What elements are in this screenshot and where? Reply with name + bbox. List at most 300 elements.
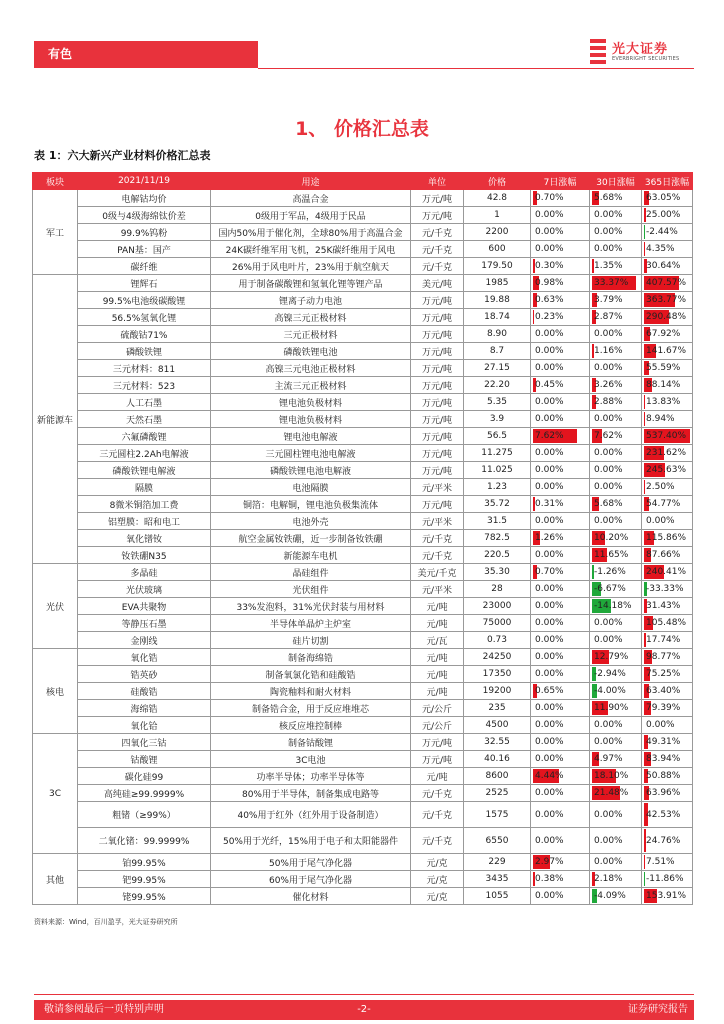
change-365d-cell (642, 700, 693, 717)
item-name-cell: 钴酸锂 (78, 751, 211, 768)
usage-cell: 电池隔膜 (211, 479, 411, 496)
change-value: 0.70% (535, 193, 564, 203)
change-365d-cell (642, 479, 693, 496)
unit-cell: 元/千克 (411, 547, 464, 564)
usage-cell: 80%用于半导体，制备集成电路等 (211, 785, 411, 802)
item-name-cell: EVA共聚物 (78, 598, 211, 615)
change-value: 0.23% (535, 312, 564, 322)
change-value: 0.65% (535, 686, 564, 696)
col-header-sector: 板块 (33, 173, 78, 190)
change-value: 0.00% (535, 227, 564, 237)
change-value: -6.67% (594, 584, 626, 594)
change-value: 54.77% (646, 499, 681, 509)
change-value: 0.38% (535, 874, 564, 884)
price-cell: 782.5 (464, 530, 531, 547)
change-365d-cell (642, 530, 693, 547)
change-value: 0.00% (535, 414, 564, 424)
change-value: 0.00% (535, 652, 564, 662)
change-value: 0.00% (535, 210, 564, 220)
price-cell: 220.5 (464, 547, 531, 564)
change-value: 0.00% (535, 584, 564, 594)
usage-cell: 高镍三元正极材料 (211, 309, 411, 326)
change-value: -14.18% (594, 601, 632, 611)
item-name-cell: 氧化锆 (78, 649, 211, 666)
change-7d-cell (531, 751, 590, 768)
change-value: 30.64% (646, 261, 681, 271)
unit-cell: 元/吨 (411, 649, 464, 666)
change-value: 0.00% (535, 448, 564, 458)
table-row (33, 530, 693, 547)
change-365d-cell (642, 462, 693, 479)
change-7d-cell (531, 207, 590, 224)
unit-cell: 美元/吨 (411, 275, 464, 292)
col-header-unit: 单位 (411, 173, 464, 190)
change-365d-cell (642, 360, 693, 377)
change-30d-cell (590, 871, 642, 888)
change-value: 33.37% (594, 278, 629, 288)
change-7d-cell (531, 564, 590, 581)
unit-cell: 万元/吨 (411, 394, 464, 411)
price-cell: 35.72 (464, 496, 531, 513)
change-365d-cell (642, 292, 693, 309)
price-cell: 27.15 (464, 360, 531, 377)
change-value: 0.30% (535, 261, 564, 271)
item-name-cell: 锂辉石 (78, 275, 211, 292)
price-cell: 42.8 (464, 190, 531, 207)
change-365d-cell (642, 207, 693, 224)
change-365d-cell (642, 309, 693, 326)
change-30d-cell (590, 394, 642, 411)
change-value: 0.00% (535, 516, 564, 526)
change-30d-cell (590, 683, 642, 700)
brand-name-en: EVERBRIGHT SECURITIES (612, 56, 680, 62)
unit-cell: 元/吨 (411, 768, 464, 785)
change-value: 7.62% (594, 431, 623, 441)
item-name-cell: PAN基：国产 (78, 241, 211, 258)
item-name-cell: 氧化铪 (78, 717, 211, 734)
table-row (33, 888, 693, 905)
usage-cell: 主流三元正极材料 (211, 377, 411, 394)
price-cell: 8600 (464, 768, 531, 785)
table-row (33, 462, 693, 479)
page-title: 1、 价格汇总表 (295, 118, 429, 140)
change-value: 231.62% (646, 448, 687, 458)
price-cell: 75000 (464, 615, 531, 632)
item-name-cell: 56.5%氢氧化锂 (78, 309, 211, 326)
change-value: 0.00% (535, 720, 564, 730)
change-7d-cell (531, 615, 590, 632)
table-row (33, 871, 693, 888)
table-row (33, 207, 693, 224)
change-7d-cell (531, 530, 590, 547)
change-value: 0.00% (594, 244, 623, 254)
change-30d-cell (590, 598, 642, 615)
unit-cell: 元/克 (411, 888, 464, 905)
change-value: 0.00% (535, 329, 564, 339)
usage-cell: 锂离子动力电池 (211, 292, 411, 309)
change-7d-cell (531, 479, 590, 496)
change-value: 0.45% (535, 380, 564, 390)
usage-cell: 陶瓷釉料和耐火材料 (211, 683, 411, 700)
sector-cell: 其他 (33, 854, 78, 905)
change-value: 17.74% (646, 635, 681, 645)
usage-cell: 制备锆合金，用于反应堆堆芯 (211, 700, 411, 717)
item-name-cell: 硅酸锆 (78, 683, 211, 700)
change-30d-cell (590, 258, 642, 275)
change-7d-cell (531, 360, 590, 377)
price-cell: 2200 (464, 224, 531, 241)
change-30d-cell (590, 377, 642, 394)
change-value: 3.79% (594, 295, 623, 305)
change-30d-cell (590, 785, 642, 802)
change-30d-cell (590, 190, 642, 207)
change-value: 31.43% (646, 601, 681, 611)
change-365d-cell (642, 326, 693, 343)
disclaimer-note: 敬请参阅最后一页特别声明 (44, 1004, 164, 1015)
item-name-cell: 金刚线 (78, 632, 211, 649)
usage-cell: 26%用于风电叶片，23%用于航空航天 (211, 258, 411, 275)
change-value: 98.77% (646, 652, 681, 662)
unit-cell: 万元/吨 (411, 292, 464, 309)
price-cell: 3435 (464, 871, 531, 888)
usage-cell: 50%用于尾气净化器 (211, 854, 411, 871)
change-value: 537.40% (646, 431, 687, 441)
change-value: 49.31% (646, 737, 681, 747)
usage-cell: 40%用于红外（红外用于设备制造） (211, 802, 411, 828)
table-row (33, 581, 693, 598)
change-value: 63.05% (646, 193, 681, 203)
change-365d-cell (642, 275, 693, 292)
change-value: 0.00% (594, 210, 623, 220)
col-header-price: 价格 (464, 173, 531, 190)
table-row (33, 377, 693, 394)
change-30d-cell (590, 207, 642, 224)
change-365d-cell (642, 785, 693, 802)
footer-bar (34, 1000, 694, 1020)
price-cell: 1985 (464, 275, 531, 292)
price-cell: 1.23 (464, 479, 531, 496)
table-row (33, 241, 693, 258)
change-value: 0.00% (535, 482, 564, 492)
change-value: 63.96% (646, 788, 681, 798)
change-value: 83.94% (646, 754, 681, 764)
usage-cell: 光伏组件 (211, 581, 411, 598)
change-value: 87.66% (646, 550, 681, 560)
change-30d-cell (590, 479, 642, 496)
item-name-cell: 氧化镨钕 (78, 530, 211, 547)
table-row (33, 649, 693, 666)
change-7d-cell (531, 717, 590, 734)
change-value: 55.59% (646, 363, 681, 373)
usage-cell: 磷酸铁锂电池 (211, 343, 411, 360)
change-value: 0.00% (594, 448, 623, 458)
sector-cell: 新能源车 (33, 275, 78, 564)
usage-cell: 航空金属钕铁硼，近一步制备钕铁硼 (211, 530, 411, 547)
change-value: 0.00% (594, 465, 623, 475)
change-7d-cell (531, 768, 590, 785)
change-value: 11.90% (594, 703, 629, 713)
table-row (33, 683, 693, 700)
change-365d-cell (642, 343, 693, 360)
usage-cell: 铜箔：电解铜，锂电池负极集流体 (211, 496, 411, 513)
unit-cell: 万元/吨 (411, 751, 464, 768)
change-value: 245.63% (646, 465, 687, 475)
price-cell: 31.5 (464, 513, 531, 530)
change-value: 0.00% (535, 601, 564, 611)
table-row (33, 802, 693, 828)
price-cell: 8.90 (464, 326, 531, 343)
change-365d-cell (642, 224, 693, 241)
change-30d-cell (590, 768, 642, 785)
price-cell: 32.55 (464, 734, 531, 751)
item-name-cell: 钯99.95% (78, 871, 211, 888)
change-value: 105.48% (646, 618, 687, 628)
item-name-cell: 0级与4级海绵钛价差 (78, 207, 211, 224)
price-cell: 1055 (464, 888, 531, 905)
unit-cell: 元/吨 (411, 683, 464, 700)
table-row (33, 768, 693, 785)
change-365d-cell (642, 871, 693, 888)
change-30d-cell (590, 309, 642, 326)
change-7d-cell (531, 854, 590, 871)
usage-cell: 半导体单晶炉主炉室 (211, 615, 411, 632)
price-cell: 23000 (464, 598, 531, 615)
table-row (33, 632, 693, 649)
price-cell: 2525 (464, 785, 531, 802)
item-name-cell: 六氟磷酸锂 (78, 428, 211, 445)
usage-cell: 0级用于军品，4级用于民品 (211, 207, 411, 224)
unit-cell: 元/公斤 (411, 700, 464, 717)
change-value: 0.00% (594, 737, 623, 747)
change-30d-cell (590, 292, 642, 309)
change-7d-cell (531, 666, 590, 683)
item-name-cell: 三元材料：523 (78, 377, 211, 394)
change-30d-cell (590, 615, 642, 632)
change-30d-cell (590, 888, 642, 905)
page-number: -2- (357, 1004, 371, 1015)
unit-cell: 元/千克 (411, 785, 464, 802)
change-30d-cell (590, 496, 642, 513)
change-7d-cell (531, 632, 590, 649)
unit-cell: 万元/吨 (411, 207, 464, 224)
change-365d-cell (642, 802, 693, 828)
sector-cell: 军工 (33, 190, 78, 275)
change-value: 0.00% (594, 857, 623, 867)
table-row (33, 700, 693, 717)
change-30d-cell (590, 360, 642, 377)
change-7d-cell (531, 326, 590, 343)
change-value: 67.92% (646, 329, 681, 339)
item-name-cell: 三元材料：811 (78, 360, 211, 377)
footer-divider (34, 994, 694, 995)
change-7d-cell (531, 649, 590, 666)
change-value: 0.00% (594, 329, 623, 339)
change-value: 3.26% (594, 380, 623, 390)
unit-cell: 元/千克 (411, 241, 464, 258)
change-365d-cell (642, 888, 693, 905)
change-30d-cell (590, 632, 642, 649)
table-row (33, 190, 693, 207)
change-7d-cell (531, 547, 590, 564)
price-cell: 18.74 (464, 309, 531, 326)
change-value: 7.51% (646, 857, 675, 867)
unit-cell: 元/千克 (411, 258, 464, 275)
change-30d-cell (590, 275, 642, 292)
change-7d-cell (531, 683, 590, 700)
change-365d-cell (642, 411, 693, 428)
change-value: -2.44% (646, 227, 678, 237)
change-value: 0.00% (646, 516, 675, 526)
item-name-cell: 99.9%钨粉 (78, 224, 211, 241)
change-365d-cell (642, 598, 693, 615)
price-cell: 4500 (464, 717, 531, 734)
item-name-cell: 多晶硅 (78, 564, 211, 581)
change-7d-cell (531, 292, 590, 309)
unit-cell: 元/瓦 (411, 632, 464, 649)
change-7d-cell (531, 496, 590, 513)
change-value: 21.48% (594, 788, 629, 798)
price-cell: 19.88 (464, 292, 531, 309)
unit-cell: 元/平米 (411, 513, 464, 530)
change-value: 153.91% (646, 891, 687, 901)
unit-cell: 美元/千克 (411, 564, 464, 581)
unit-cell: 万元/吨 (411, 496, 464, 513)
item-name-cell: 等静压石墨 (78, 615, 211, 632)
table-row (33, 326, 693, 343)
col-header-365d: 365日涨幅 (642, 173, 693, 190)
change-value: -4.00% (594, 686, 626, 696)
unit-cell: 万元/吨 (411, 309, 464, 326)
change-30d-cell (590, 547, 642, 564)
change-value: 0.70% (535, 567, 564, 577)
report-type: 证券研究报告 (628, 1004, 688, 1015)
unit-cell: 万元/吨 (411, 343, 464, 360)
table-row (33, 445, 693, 462)
item-name-cell: 99.5%电池级碳酸锂 (78, 292, 211, 309)
item-name-cell: 锆英砂 (78, 666, 211, 683)
price-cell: 0.73 (464, 632, 531, 649)
change-365d-cell (642, 377, 693, 394)
change-value: 4.97% (594, 754, 623, 764)
change-365d-cell (642, 751, 693, 768)
source-note: 资料来源：Wind，百川盈孚，光大证券研究所 (34, 918, 178, 926)
change-value: 5.68% (594, 193, 623, 203)
change-30d-cell (590, 700, 642, 717)
change-365d-cell (642, 513, 693, 530)
change-value: 0.00% (594, 363, 623, 373)
change-value: 0.00% (535, 754, 564, 764)
col-header-usage: 用途 (211, 173, 411, 190)
item-name-cell: 三元圆柱2.2Ah电解液 (78, 445, 211, 462)
unit-cell: 元/公斤 (411, 717, 464, 734)
usage-cell: 三元正极材料 (211, 326, 411, 343)
item-name-cell: 隔膜 (78, 479, 211, 496)
item-name-cell: 粗锗（≥99%） (78, 802, 211, 828)
change-value: 0.00% (535, 809, 564, 820)
item-name-cell: 电解钴均价 (78, 190, 211, 207)
table-row (33, 734, 693, 751)
usage-cell: 锂电池电解液 (211, 428, 411, 445)
change-30d-cell (590, 513, 642, 530)
change-365d-cell (642, 564, 693, 581)
change-value: 50.88% (646, 771, 681, 781)
usage-cell: 晶硅组件 (211, 564, 411, 581)
usage-cell: 制备钴酸锂 (211, 734, 411, 751)
table-row (33, 751, 693, 768)
change-7d-cell (531, 411, 590, 428)
brand-logo (588, 37, 698, 67)
unit-cell: 万元/吨 (411, 445, 464, 462)
change-7d-cell (531, 888, 590, 905)
change-value: 0.00% (594, 516, 623, 526)
change-value: 0.00% (535, 703, 564, 713)
unit-cell: 万元/吨 (411, 190, 464, 207)
change-value: 79.39% (646, 703, 681, 713)
item-name-cell: 钕铁硼N35 (78, 547, 211, 564)
change-value: 0.00% (594, 809, 623, 820)
table-row (33, 275, 693, 292)
price-cell: 6550 (464, 828, 531, 854)
item-name-cell: 磷酸铁锂电解液 (78, 462, 211, 479)
change-value: -2.94% (594, 669, 626, 679)
change-value: 0.00% (535, 669, 564, 679)
change-value: 25.00% (646, 210, 681, 220)
usage-cell: 用于制备碳酸锂和氢氧化锂等锂产品 (211, 275, 411, 292)
change-7d-cell (531, 377, 590, 394)
change-7d-cell (531, 462, 590, 479)
item-name-cell: 四氧化三钴 (78, 734, 211, 751)
usage-cell: 功率半导体；功率半导体等 (211, 768, 411, 785)
change-value: 0.00% (535, 550, 564, 560)
usage-cell: 锂电池负极材料 (211, 411, 411, 428)
unit-cell: 元/吨 (411, 598, 464, 615)
change-value: 1.16% (594, 346, 623, 356)
item-name-cell: 天然石墨 (78, 411, 211, 428)
table-row (33, 292, 693, 309)
table-row (33, 854, 693, 871)
change-value: 0.31% (535, 499, 564, 509)
price-cell: 24250 (464, 649, 531, 666)
price-cell: 11.025 (464, 462, 531, 479)
col-header-7d: 7日涨幅 (531, 173, 590, 190)
change-value: 63.40% (646, 686, 681, 696)
price-cell: 3.9 (464, 411, 531, 428)
change-30d-cell (590, 241, 642, 258)
change-7d-cell (531, 224, 590, 241)
change-30d-cell (590, 734, 642, 751)
change-value: 0.00% (594, 227, 623, 237)
table-row (33, 666, 693, 683)
unit-cell: 万元/吨 (411, 377, 464, 394)
change-value: 12.79% (594, 652, 629, 662)
usage-cell: 高镍三元电池正极材料 (211, 360, 411, 377)
change-7d-cell (531, 581, 590, 598)
col-header-date: 2021/11/19 (78, 173, 211, 190)
change-value: 0.00% (535, 465, 564, 475)
unit-cell: 元/平米 (411, 581, 464, 598)
table-caption: 表 1：六大新兴产业材料价格汇总表 (34, 149, 211, 162)
usage-cell: 3C电池 (211, 751, 411, 768)
change-30d-cell (590, 649, 642, 666)
change-7d-cell (531, 394, 590, 411)
change-30d-cell (590, 530, 642, 547)
change-30d-cell (590, 828, 642, 854)
price-cell: 1 (464, 207, 531, 224)
item-name-cell: 硫酸钴71% (78, 326, 211, 343)
change-value: 290.48% (646, 312, 687, 322)
price-cell: 40.16 (464, 751, 531, 768)
item-name-cell: 二氧化锗：99.9999% (78, 828, 211, 854)
